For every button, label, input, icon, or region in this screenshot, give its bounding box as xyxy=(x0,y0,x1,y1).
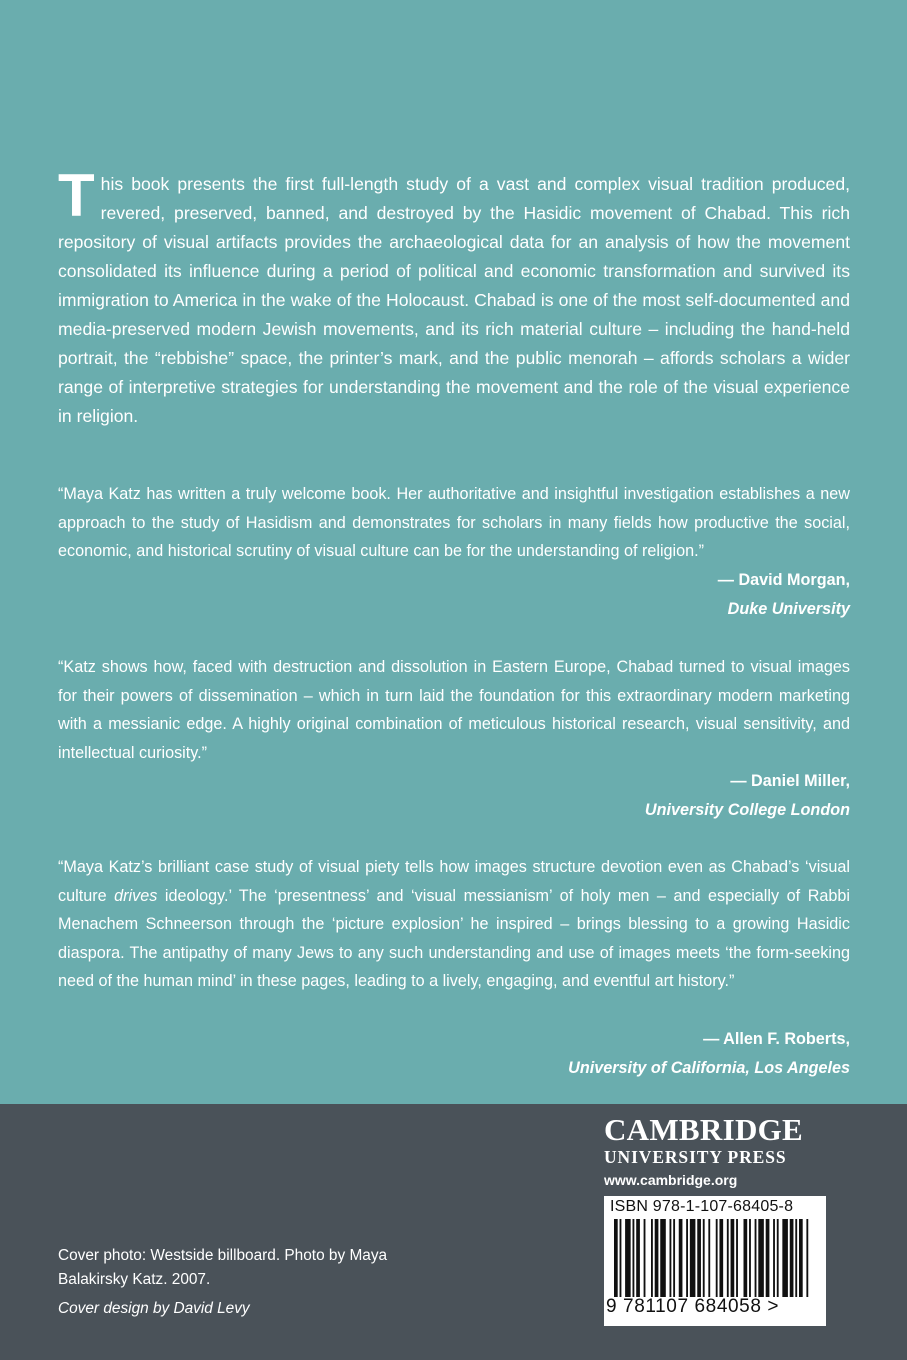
endorsement-attribution-roberts xyxy=(568,1025,850,1082)
barcode-bar xyxy=(790,1219,794,1297)
quote-text-before: “Maya Katz’s brilliant case study of visual piety tells how images structure devotion even as Chabad’s ‘visual culture xyxy=(58,858,850,905)
endorser-name: — Allen F. Roberts, xyxy=(703,1030,850,1048)
endorsement-attribution-miller xyxy=(645,767,850,824)
isbn-label: ISBN 978-1-107-68405-8 xyxy=(610,1198,794,1215)
barcode-bar xyxy=(758,1219,764,1297)
barcode-bar xyxy=(719,1219,723,1297)
cover-photo-credit: Cover photo: Westside billboard. Photo by Maya Balakirsky Katz. 2007. xyxy=(58,1247,388,1288)
barcode-bar xyxy=(766,1219,770,1297)
barcode-bar xyxy=(773,1219,775,1297)
barcode-bar xyxy=(731,1219,735,1297)
barcode-bar xyxy=(697,1219,701,1297)
barcode-bar xyxy=(799,1219,803,1297)
barcode-bar xyxy=(636,1219,640,1297)
endorsement-quote-miller: “Katz shows how, faced with destruction and dissolution in Eastern Europe, Chabad turned to visual images for their powers of dissemination – which in turn laid the foundation for this extraordinary modern marketing with a messianic edge. A highly original combination of meticulous historical research, visual sensitivity, and intellectual curiosity.” xyxy=(58,658,850,762)
publisher-url: www.cambridge.org xyxy=(604,1172,738,1188)
barcode-bar xyxy=(660,1219,666,1297)
barcode-bar xyxy=(655,1219,659,1297)
publisher-press: UNIVERSITY PRESS xyxy=(604,1147,787,1167)
publisher-logo xyxy=(604,1114,834,1190)
endorsement-quote-morgan: “Maya Katz has written a truly welcome book. Her authoritative and insightful investigation establishes a new approach to the study of Hasidism and demonstrates for scholars in many fields how productive the social, economic, and historical scrutiny of visual culture can be for the understanding of religion.” xyxy=(58,485,850,560)
endorser-institution: University of California, Los Angeles xyxy=(568,1058,850,1077)
endorsement-quote-roberts xyxy=(58,853,850,996)
barcode-bar xyxy=(755,1219,757,1297)
description-text: his book presents the first full-length study of a vast and complex visual tradition produced, revered, preserved, banned, and destroyed by the Hasidic movement of Chabad. This rich repository of visual artifacts provides the archaeological data for an analysis of how the movement consolidated its influence during a period of political and economic transformation and survived its immigration to America in the wake of the Holocaust. Chabad is one of the most self-documented and media-preserved modern Jewish movements, and its rich material culture – including the hand-held portrait, the “rebbishe” space, the printer’s mark, and the public menorah – affords scholars a wider range of interpretive strategies for understanding the movement and the role of the visual experience in religion. xyxy=(58,174,850,426)
cover-design-credit: Cover design by David Levy xyxy=(58,1300,250,1317)
barcode-bar xyxy=(686,1219,688,1297)
barcode-bar xyxy=(782,1219,788,1297)
endorser-institution: Duke University xyxy=(727,599,850,618)
endorser-name: — Daniel Miller, xyxy=(730,772,850,790)
quote-text-italic: drives xyxy=(114,886,158,905)
barcode-digits: 9 781107 684058 > xyxy=(606,1296,780,1317)
barcode-bar xyxy=(744,1219,748,1297)
endorser-institution: University College London xyxy=(644,800,850,819)
barcode-bar xyxy=(690,1219,696,1297)
barcode-bar xyxy=(749,1219,751,1297)
barcode-bar xyxy=(670,1219,672,1297)
barcode-bar xyxy=(633,1219,635,1297)
barcode-bar xyxy=(736,1219,738,1297)
barcode-bar xyxy=(806,1219,808,1297)
quote-text-after: ideology.’ The ‘presentness’ and ‘visual messianism’ of holy men – and especially of Rabbi Menachem Schneerson through the ‘picture explosion’ he inspired – brings blessing to a growing Hasidic diaspora. The antipathy of many Jews to any such understanding and use of images meets ‘the form-seeking need of the human mind’ in these pages, leading to a lively, engaging, and eventful art history.” xyxy=(58,886,850,990)
barcode-bar xyxy=(614,1219,618,1297)
barcode-bar xyxy=(673,1219,675,1297)
isbn-barcode xyxy=(604,1196,826,1326)
barcode-bar xyxy=(708,1219,710,1297)
barcode-bar xyxy=(716,1219,718,1297)
endorsement-attribution-morgan xyxy=(718,566,850,623)
drop-cap-letter: T xyxy=(58,162,95,229)
barcode-bar xyxy=(620,1219,622,1297)
barcode-bars xyxy=(610,1219,820,1297)
barcode-bar xyxy=(651,1219,653,1297)
barcode-bar xyxy=(777,1219,779,1297)
barcode-bar xyxy=(625,1219,631,1297)
barcode-bar xyxy=(795,1219,797,1297)
endorser-name: — David Morgan, xyxy=(717,571,850,589)
barcode-bar xyxy=(679,1219,683,1297)
barcode-bar xyxy=(644,1219,646,1297)
barcode-bar xyxy=(727,1219,729,1297)
barcode-bar xyxy=(703,1219,705,1297)
publisher-name: CAMBRIDGE xyxy=(604,1112,804,1147)
book-description xyxy=(58,162,850,431)
